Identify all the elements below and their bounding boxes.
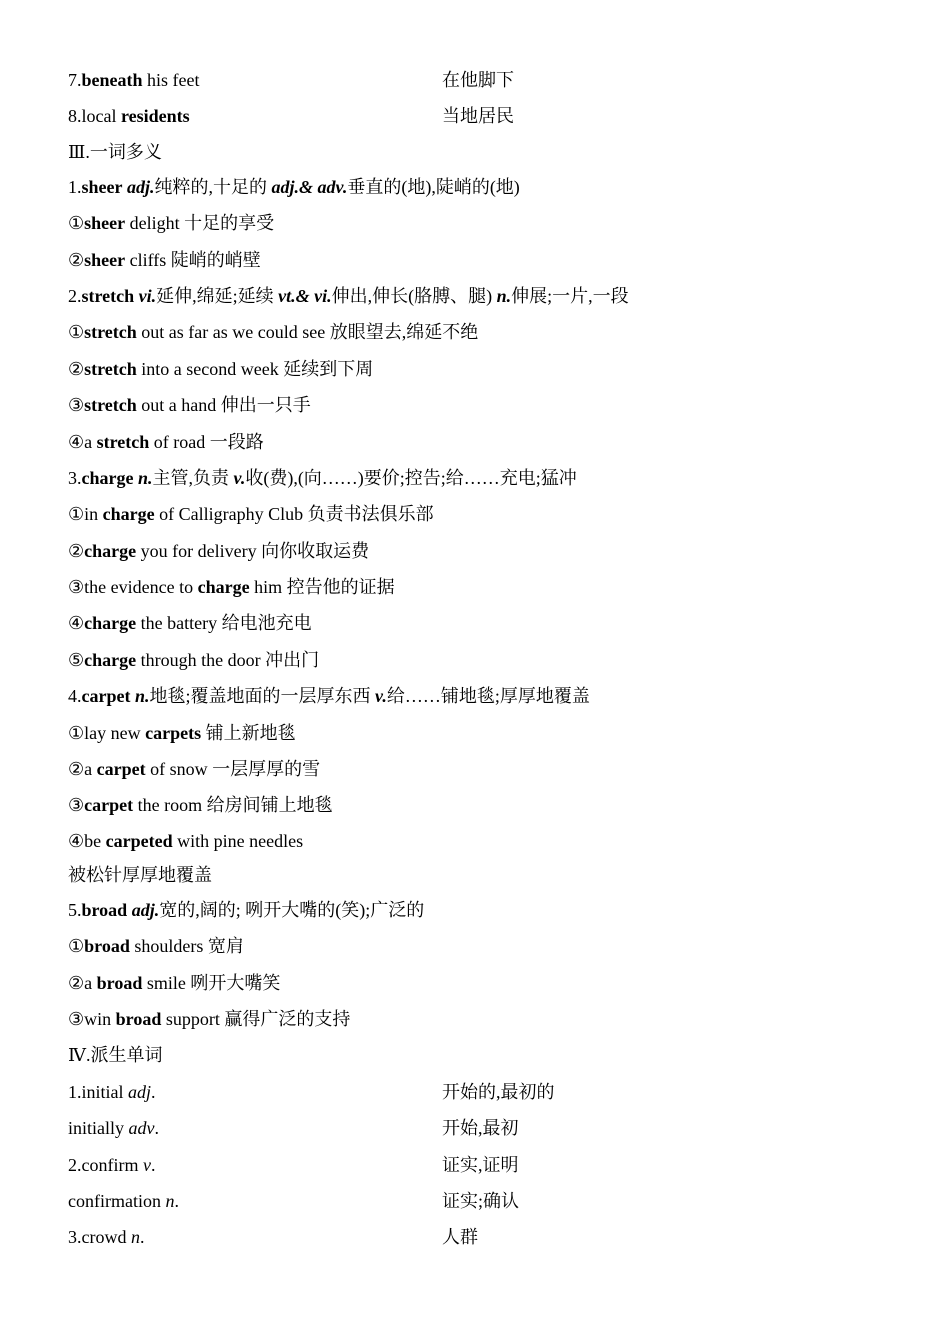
text-segment: 地毯;覆盖地面的一层厚东西 <box>149 686 375 707</box>
text-segment: ① <box>68 322 85 343</box>
text-segment: carpeted <box>105 830 173 851</box>
text-segment: 宽的,阔的; 咧开大嘴的(笑);广泛的 <box>159 899 425 920</box>
text-segment: the evidence to <box>84 577 198 598</box>
example-row <box>68 715 888 751</box>
text-segment: 伸出,伸长(胳膊、腿) <box>331 285 497 306</box>
text-segment: . <box>139 1227 145 1248</box>
phrase-row-8 <box>68 98 888 134</box>
text-segment: ⑤ <box>68 649 85 670</box>
derived-row <box>68 1110 888 1146</box>
text-segment: 给房间铺上地毯 <box>206 795 333 816</box>
text-segment: carpet <box>96 759 146 780</box>
text-segment: 2. <box>68 285 82 306</box>
text-segment: 控告他的证据 <box>286 577 395 598</box>
phrase-number: 7. <box>68 70 82 90</box>
text-segment: v. <box>233 467 246 488</box>
entry-word: broad <box>81 899 128 920</box>
text-segment: vt.& vi. <box>278 285 332 306</box>
text-segment: 1. <box>68 176 82 197</box>
text-segment: ③ <box>68 795 85 816</box>
text-segment: a <box>84 759 97 780</box>
text-segment: n <box>130 1227 140 1248</box>
text-segment: adj. <box>127 899 160 920</box>
example-row <box>68 569 888 605</box>
text-segment: ② <box>68 540 85 561</box>
text-segment: in <box>84 504 103 525</box>
text-segment: . <box>151 1081 156 1102</box>
text-segment: delight <box>125 213 185 234</box>
text-segment: broad <box>84 936 130 957</box>
text-segment: a <box>84 972 97 993</box>
text-segment: adj. <box>122 176 155 197</box>
text-segment: 延伸,绵延;延续 <box>156 285 279 306</box>
text-segment: 延续到下周 <box>283 358 374 379</box>
text-segment: carpet <box>84 795 134 816</box>
phrase-row-7 <box>68 62 888 98</box>
text-segment: 主管,负责 <box>152 467 234 488</box>
example-row <box>68 605 888 641</box>
derived-row <box>68 1147 888 1183</box>
entry-head-sheer <box>68 169 888 205</box>
example-row <box>68 496 888 532</box>
text-segment: support <box>161 1008 225 1029</box>
text-segment: 1.initial <box>68 1081 128 1102</box>
text-segment: be <box>84 830 106 851</box>
text-segment: 冲出门 <box>265 649 320 670</box>
text-segment: charge <box>197 577 250 598</box>
text-segment: n. <box>130 686 150 707</box>
example-row <box>68 642 888 678</box>
example-row <box>68 533 888 569</box>
text-segment: 3.crowd <box>68 1227 131 1248</box>
text-segment: shoulders <box>129 936 208 957</box>
text-segment: lay new <box>84 722 146 743</box>
example-row <box>68 787 888 823</box>
derived-row <box>68 1183 888 1219</box>
text-segment: charge <box>84 613 137 634</box>
entry-head-carpet <box>68 678 888 714</box>
example-row <box>68 205 888 241</box>
text-segment: ① <box>68 213 85 234</box>
text-segment: out as far as we could see <box>136 322 330 343</box>
text-segment: charge <box>102 504 155 525</box>
text-segment: the battery <box>136 613 222 634</box>
entry-head-broad <box>68 892 888 928</box>
derived-row <box>68 1074 888 1110</box>
example-translation: 被松针厚厚地覆盖 <box>68 864 212 885</box>
text-segment: 一段路 <box>209 431 264 452</box>
text-segment: 5. <box>68 899 82 920</box>
example-row <box>68 1001 888 1037</box>
text-segment: ② <box>68 358 85 379</box>
text-segment: ② <box>68 249 85 270</box>
text-segment: out a hand <box>136 395 221 416</box>
text-segment: v. <box>375 686 387 707</box>
text-segment: of road <box>149 431 210 452</box>
example-row <box>68 928 888 964</box>
text-segment: initially <box>68 1118 129 1139</box>
text-segment: n. <box>496 285 512 306</box>
text-segment: you for delivery <box>136 540 262 561</box>
text-segment: broad <box>115 1008 162 1029</box>
text-segment: 2.confirm <box>68 1154 143 1175</box>
text-segment: n <box>165 1190 175 1211</box>
text-segment: stretch <box>96 431 150 452</box>
document-page <box>68 62 888 1256</box>
phrase-keyword: residents <box>120 106 190 127</box>
text-segment: ② <box>68 759 85 780</box>
text-segment: stretch <box>84 322 137 343</box>
derived-translation: 开始的,最初的 <box>442 1081 555 1102</box>
text-segment: 赢得广泛的支持 <box>224 1008 351 1029</box>
phrase-rest: his feet <box>142 70 200 90</box>
text-segment: cliffs <box>125 249 171 270</box>
section-heading-derivatives: Ⅳ.派生单词 <box>68 1045 163 1066</box>
text-segment: sheer <box>84 213 126 234</box>
text-segment: 给……铺地毯;厚厚地覆盖 <box>386 686 590 707</box>
text-segment: ③ <box>68 1008 85 1029</box>
text-segment: ① <box>68 722 85 743</box>
text-segment: 宽肩 <box>207 936 244 957</box>
text-segment: ③ <box>68 577 85 598</box>
text-segment: v <box>142 1154 151 1175</box>
text-segment: win <box>84 1008 116 1029</box>
entry-head-stretch <box>68 278 888 314</box>
text-segment: 伸出一只手 <box>220 395 311 416</box>
text-segment: a <box>84 431 97 452</box>
text-segment: 铺上新地毯 <box>205 722 296 743</box>
text-segment: 垂直的(地),陡峭的(地) <box>347 176 520 197</box>
text-segment: ③ <box>68 395 85 416</box>
example-row <box>68 351 888 387</box>
text-segment: adv <box>128 1118 155 1139</box>
derived-translation: 证实,证明 <box>442 1154 519 1175</box>
text-segment: of Calligraphy Club <box>154 504 308 525</box>
text-segment: him <box>249 577 287 598</box>
example-row <box>68 965 888 1001</box>
text-segment: . <box>150 1154 156 1175</box>
section-heading-polysemy: Ⅲ.一词多义 <box>68 141 162 162</box>
derived-translation: 证实;确认 <box>442 1190 520 1211</box>
text-segment: ④ <box>68 830 85 851</box>
text-segment: 收(费),(向……)要价;控告;给……充电;猛冲 <box>245 467 577 488</box>
text-segment: stretch <box>84 358 137 379</box>
text-segment: into a second week <box>136 358 284 379</box>
text-segment: 放眼望去,绵延不绝 <box>329 322 479 343</box>
text-segment: through the door <box>136 649 266 670</box>
text-segment: charge <box>84 649 137 670</box>
phrase-number: 8.local <box>68 106 121 127</box>
entry-word: charge <box>81 467 134 488</box>
text-segment: with pine needles <box>172 830 304 851</box>
text-segment: smile <box>142 972 191 993</box>
text-segment: the room <box>133 795 207 816</box>
text-segment: . <box>154 1118 159 1139</box>
example-row <box>68 751 888 787</box>
derived-translation: 人群 <box>442 1227 478 1248</box>
text-segment: adj <box>128 1081 152 1102</box>
entry-word: sheer <box>81 176 123 197</box>
phrase-translation: 在他脚下 <box>442 70 514 90</box>
example-row <box>68 387 888 423</box>
derived-row <box>68 1219 888 1255</box>
text-segment: 负责书法俱乐部 <box>307 504 434 525</box>
entry-word: carpet <box>81 686 131 707</box>
text-segment: 咧开大嘴笑 <box>190 972 281 993</box>
text-segment: 一层厚厚的雪 <box>212 759 321 780</box>
entry-head-charge <box>68 460 888 496</box>
text-segment: 3. <box>68 467 82 488</box>
example-row <box>68 242 888 278</box>
example-row <box>68 424 888 460</box>
phrase-translation: 当地居民 <box>442 106 514 127</box>
example-row <box>68 314 888 350</box>
text-segment: 纯粹的,十足的 <box>154 176 272 197</box>
text-segment: ② <box>68 972 85 993</box>
text-segment: 给电池充电 <box>221 613 312 634</box>
text-segment: ① <box>68 936 85 957</box>
text-segment: 陡峭的峭壁 <box>170 249 261 270</box>
phrase-keyword: beneath <box>81 70 143 90</box>
derived-translation: 开始,最初 <box>442 1118 519 1139</box>
text-segment: 十足的享受 <box>184 213 275 234</box>
text-segment: broad <box>96 972 143 993</box>
text-segment: 向你收取运费 <box>261 540 370 561</box>
text-segment: vi. <box>134 285 157 306</box>
text-segment: charge <box>84 540 137 561</box>
text-segment: ④ <box>68 431 85 452</box>
text-segment: adj.& adv. <box>271 176 348 197</box>
text-segment: stretch <box>84 395 137 416</box>
entry-word: stretch <box>81 285 135 306</box>
text-segment: confirmation <box>68 1190 166 1211</box>
text-segment: 4. <box>68 686 82 707</box>
example-row <box>68 824 888 858</box>
text-segment: sheer <box>84 249 126 270</box>
text-segment: carpets <box>145 722 202 743</box>
text-segment: 伸展;一片,一段 <box>511 285 629 306</box>
text-segment: n. <box>133 467 153 488</box>
text-segment: . <box>174 1190 179 1211</box>
text-segment: ① <box>68 504 85 525</box>
text-segment: ④ <box>68 613 85 634</box>
text-segment: of snow <box>145 759 213 780</box>
